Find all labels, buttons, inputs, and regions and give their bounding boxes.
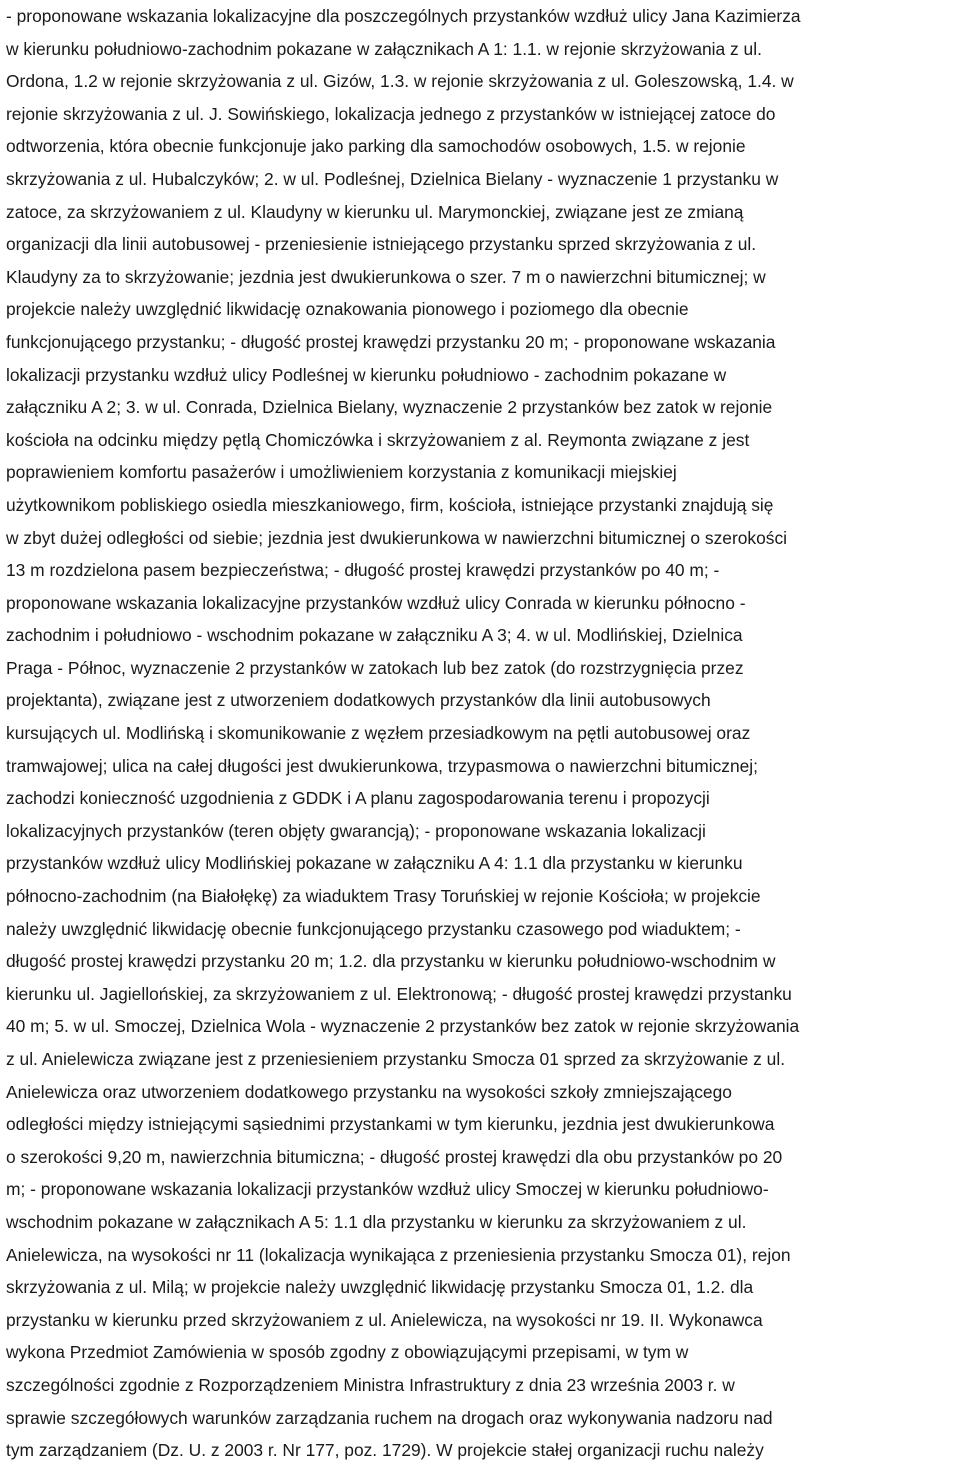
text-line: o szerokości 9,20 m, nawierzchnia bitumiczna; - długość prostej krawędzi dla obu przystanków po 20	[6, 1146, 783, 1167]
body-text	[6, 0, 955, 1467]
text-line: należy uwzględnić likwidację obecnie funkcjonującego przystanku czasowego pod wiaduktem; -	[6, 918, 741, 939]
text-line: - proponowane wskazania lokalizacyjne dla poszczególnych przystanków wzdłuż ulicy Jana Kazimierza	[6, 6, 801, 26]
text-line: przystanku w kierunku przed skrzyżowaniem z ul. Anielewicza, na wysokości nr 19. II. Wykonawca	[6, 1309, 763, 1330]
text-line: kościoła na odcinku między pętlą Chomiczówka i skrzyżowaniem z al. Reymonta związane z jest	[6, 429, 750, 450]
text-line: skrzyżowania z ul. Hubalczyków; 2. w ul. Podleśnej, Dzielnica Bielany - wyznaczenie 1 przystanku w	[6, 168, 779, 189]
text-line: w zbyt dużej odległości od siebie; jezdnia jest dwukierunkowa w nawierzchni bitumicznej o szerokości	[6, 527, 788, 548]
text-line: Praga - Północ, wyznaczenie 2 przystanków w zatokach lub bez zatok (do rozstrzygnięcia przez	[6, 657, 744, 678]
text-line: Ordona, 1.2 w rejonie skrzyżowania z ul. Gizów, 1.3. w rejonie skrzyżowania z ul. Goleszowską, 1.4. w	[6, 71, 794, 92]
text-line: zachodnim i południowo - wschodnim pokazane w załączniku A 3; 4. w ul. Modlińskiej, Dzielnica	[6, 625, 743, 646]
text-line: z ul. Anielewicza związane jest z przeniesieniem przystanku Smocza 01 sprzed za skrzyżowanie z ul.	[6, 1049, 786, 1069]
text-line: północno-zachodnim (na Białołękę) za wiaduktem Trasy Toruńskiej w rejonie Kościoła; w projekcie	[6, 886, 761, 907]
text-line: projekcie należy uwzględnić likwidację oznakowania pionowego i poziomego dla obecnie	[6, 299, 689, 320]
text-line: wykona Przedmiot Zamówienia w sposób zgodny z obowiązującymi przepisami, w tym w	[6, 1342, 689, 1363]
text-line: tym zarządzaniem (Dz. U. z 2003 r. Nr 177, poz. 1729). W projekcie stałej organizacji ruchu należy	[6, 1440, 764, 1461]
text-line: projektanta), związane jest z utworzeniem dodatkowych przystanków dla linii autobusowych	[6, 690, 711, 711]
text-line: odległości między istniejącymi sąsiednimi przystankami w tym kierunku, jezdnia jest dwukierunkowa	[6, 1114, 775, 1135]
text-line: długość prostej krawędzi przystanku 20 m; 1.2. dla przystanku w kierunku południowo-wschodnim w	[6, 951, 776, 972]
text-line: Klaudyny za to skrzyżowanie; jezdnia jest dwukierunkowa o szer. 7 m o nawierzchni bitumicznej; w	[6, 266, 766, 287]
text-line: skrzyżowania z ul. Milą; w projekcie należy uwzględnić likwidację przystanku Smocza 01, 1.2. dla	[6, 1277, 754, 1298]
text-line: funkcjonującego przystanku; - długość prostej krawędzi przystanku 20 m; - proponowane wskazania	[6, 331, 776, 352]
text-line: kierunku ul. Jagiellońskiej, za skrzyżowaniem z ul. Elektronową; - długość prostej krawędzi przystanku	[6, 983, 792, 1004]
text-line: lokalizacji przystanku wzdłuż ulicy Podleśnej w kierunku południowo - zachodnim pokazane w	[6, 364, 727, 385]
text-line: m; - proponowane wskazania lokalizacji przystanków wzdłuż ulicy Smoczej w kierunku południowo-	[6, 1179, 769, 1200]
text-line: szczególności zgodnie z Rozporządzeniem Ministra Infrastruktury z dnia 23 września 2003 r. w	[6, 1374, 735, 1395]
text-line: odtworzenia, która obecnie funkcjonuje jako parking dla samochodów osobowych, 1.5. w rejonie	[6, 136, 746, 157]
text-line: 13 m rozdzielona pasem bezpieczeństwa; - długość prostej krawędzi przystanków po 40 m; -	[6, 560, 720, 581]
text-line: 40 m; 5. w ul. Smoczej, Dzielnica Wola - wyznaczenie 2 przystanków bez zatok w rejonie skrzyżowania	[6, 1016, 800, 1037]
text-line: proponowane wskazania lokalizacyjne przystanków wzdłuż ulicy Conrada w kierunku północno -	[6, 592, 746, 613]
text-line: organizacji dla linii autobusowej - przeniesienie istniejącego przystanku sprzed skrzyżowania z ul.	[6, 234, 757, 255]
text-line: w kierunku południowo-zachodnim pokazane w załącznikach A 1: 1.1. w rejonie skrzyżowania z ul.	[6, 38, 762, 59]
text-line: Anielewicza oraz utworzeniem dodatkowego przystanku na wysokości szkoły zmniejszającego	[6, 1081, 732, 1102]
text-line: sprawie szczegółowych warunków zarządzania ruchem na drogach oraz wykonywania nadzoru nad	[6, 1407, 773, 1428]
text-line: poprawieniem komfortu pasażerów i umożliwieniem korzystania z komunikacji miejskiej	[6, 462, 677, 483]
text-line: kursujących ul. Modlińską i skomunikowanie z węzłem przesiadkowym na pętli autobusowej oraz	[6, 723, 751, 744]
text-line: lokalizacyjnych przystanków (teren objęty gwarancją); - proponowane wskazania lokalizacji	[6, 820, 706, 841]
text-line: zatoce, za skrzyżowaniem z ul. Klaudyny w kierunku ul. Marymonckiej, związane jest ze zmianą	[6, 201, 744, 222]
text-line: przystanków wzdłuż ulicy Modlińskiej pokazane w załączniku A 4: 1.1 dla przystanku w kierunku	[6, 853, 743, 874]
text-line: rejonie skrzyżowania z ul. J. Sowińskiego, lokalizacja jednego z przystanków w istniejącej zatoce do	[6, 103, 776, 124]
text-line: zachodzi konieczność uzgodnienia z GDDK i A planu zagospodarowania terenu i propozycji	[6, 788, 710, 809]
text-line: wschodnim pokazane w załącznikach A 5: 1.1 dla przystanku w kierunku za skrzyżowaniem z ul.	[6, 1211, 747, 1232]
text-line: załączniku A 2; 3. w ul. Conrada, Dzielnica Bielany, wyznaczenie 2 przystanków bez zatok w rejonie	[6, 397, 773, 418]
text-line: Anielewicza, na wysokości nr 11 (lokalizacja wynikająca z przeniesienia przystanku Smocza 01), rejon	[6, 1244, 791, 1265]
text-line: użytkownikom pobliskiego osiedla mieszkaniowego, firm, kościoła, istniejące przystanki znajdują się	[6, 494, 774, 515]
text-line: tramwajowej; ulica na całej długości jest dwukierunkowa, trzypasmowa o nawierzchni bitumicznej;	[6, 755, 758, 776]
